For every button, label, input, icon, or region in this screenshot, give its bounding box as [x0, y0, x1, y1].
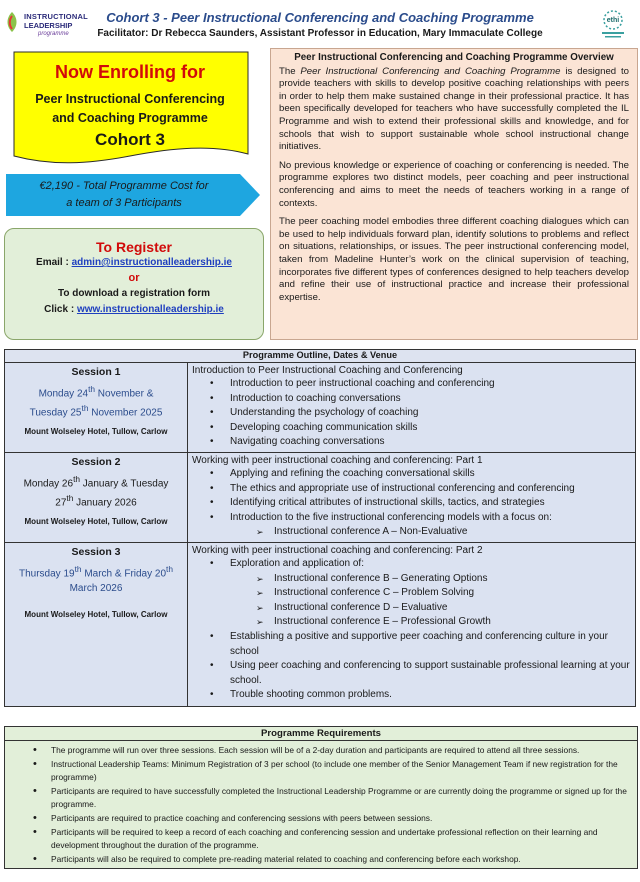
cost-line1: €2,190 - Total Programme Cost for	[39, 180, 209, 192]
enrolling-heading: Now Enrolling for	[55, 62, 205, 82]
session-venue: Mount Wolseley Hotel, Tullow, Carlow	[24, 610, 168, 620]
programme-requirements	[4, 726, 638, 869]
list-item: • Navigating coaching conversations	[230, 435, 631, 450]
session-dates: Monday 26th January & Tuesday 27th January 2026	[23, 474, 169, 509]
session-dates: Thursday 19th March & Friday 20th March 2026	[19, 564, 173, 595]
overview-paragraph-3: The peer coaching model embodies three different coaching dialogues which can be used to help individuals forward plan, identify solutions to problems and reflect on situations, relationships, or issues. The peer instructional conferencing model, taken from Madeline Hunter’s work on the clinical supervision of teaching, incorporates five different types of conferences designed to help teachers develop and refine their use of instructional practice and increase their professional expertise.	[279, 216, 629, 303]
list-item: • Developing coaching communication skills	[230, 421, 631, 436]
overview-paragraph-2: No previous knowledge or experience of coaching or conferencing is needed. The programme explores two distinct models, peer coaching and peer instructional conferencing and aims to meet the needs of teachers working in a range of contexts.	[279, 159, 629, 209]
list-item: • Exploration and application of:	[230, 557, 631, 572]
register-email-row	[5, 255, 263, 271]
session-title: Session 2	[71, 456, 121, 468]
list-item: • Using peer coaching and conferencing to support sustainable professional learning at your school.	[230, 659, 631, 688]
email-label: Email :	[36, 257, 72, 268]
cost-banner	[6, 174, 262, 216]
list-item: • Applying and refining the coaching conversational skills	[230, 467, 631, 482]
logo-text-line3: programme	[38, 31, 69, 37]
list-item: • Participants will be required to keep a record of each coaching and conferencing session and undertake professional reflection on their learning and development throughout the duration of the programme.	[51, 826, 637, 851]
session-topics	[192, 557, 631, 703]
or-text: or	[128, 272, 140, 284]
download-text: To download a registration form	[57, 288, 211, 299]
session-row	[5, 543, 636, 707]
requirements-heading: Programme Requirements	[5, 727, 637, 741]
enrolling-programme-line2: and Coaching Programme	[52, 111, 208, 125]
list-item: • Understanding the psychology of coaching	[230, 406, 631, 421]
list-item: • Participants are required to have successfully completed the Instructional Leadership Programme or are currently doing the programme or signed up for the programme.	[51, 785, 637, 810]
session-row	[5, 363, 636, 453]
programme-overview	[270, 48, 638, 340]
list-item: • Participants will also be required to complete pre-reading material related to coaching and conferencing before each workshop.	[51, 853, 637, 865]
list-item: • Introduction to coaching conversations	[230, 392, 631, 407]
session-dates: Monday 24th November & Tuesday 25th November 2025	[29, 384, 163, 419]
cost-line2: a team of 3 Participants	[66, 197, 182, 209]
list-item: • The programme will run over three sessions. Each session will be of a 2-day duration and participants are required to attend all three sessions.	[51, 744, 637, 756]
session-content	[188, 363, 636, 453]
list-item: • Trouble shooting common problems.	[230, 688, 631, 703]
email-link[interactable]: admin@instructionalleadership.ie	[71, 257, 232, 268]
logo-text-line1: INSTRUCTIONAL	[24, 12, 88, 21]
session-content	[188, 453, 636, 543]
list-item: • The ethics and appropriate use of instructional conferencing and conferencing	[230, 482, 631, 497]
website-link[interactable]: www.instructionalleadership.ie	[76, 304, 224, 315]
session-topics	[192, 467, 631, 540]
overview-paragraph-1	[279, 66, 629, 154]
page-title: Cohort 3 - Peer Instructional Conferencing and Coaching Programme	[106, 10, 534, 25]
list-item: • Introduction to the five instructional conferencing models with a focus on:	[230, 511, 631, 526]
enrolling-programme	[12, 90, 248, 128]
list-item: • Identifying critical attributes of instructional skills, tactics, and strategies	[230, 496, 631, 511]
session-venue: Mount Wolseley Hotel, Tullow, Carlow	[24, 426, 168, 436]
session-title: Session 1	[71, 366, 121, 378]
enrolling-programme-line1: Peer Instructional Conferencing	[35, 92, 225, 106]
sub-list-item: ➢ Instructional conference B – Generating Options	[274, 572, 631, 587]
click-label: Click :	[44, 304, 77, 315]
requirements-list	[5, 744, 637, 866]
programme-outline-table	[4, 349, 636, 707]
session-row	[5, 453, 636, 543]
session-info	[5, 543, 188, 707]
overview-heading: Peer Instructional Conferencing and Coaching Programme Overview	[294, 52, 614, 63]
session-heading: Introduction to Peer Instructional Coaching and Conferencing	[192, 365, 463, 376]
enrolling-banner	[12, 50, 260, 166]
outline-heading: Programme Outline, Dates & Venue	[5, 350, 636, 363]
enrolling-cohort: Cohort 3	[95, 130, 165, 149]
session-topics	[192, 377, 631, 450]
facilitator-line: Facilitator: Dr Rebecca Saunders, Assistant Professor in Education, Mary Immaculate College	[97, 28, 543, 39]
cost-text	[14, 178, 234, 212]
svg-text:ethi: ethi	[606, 17, 620, 24]
overview-p1-pre: The	[279, 65, 301, 77]
overview-p1-post: is designed to provide teachers with skills to develop positive coaching relationships with peers in order to help them make sustained change in their professional practice. It has been specifically developed for teachers who have successfully completed the IL Programme and wish to extend their professional skills and knowledge, and for schools that wish to support sustainable whole school instructional change initiatives.	[279, 65, 629, 153]
list-item: • Instructional Leadership Teams: Minimum Registration of 3 per school (to include one member of the Senior Management Team if new registration for the programme)	[51, 758, 637, 783]
sub-list-item: ➢ Instructional conference A – Non-Evaluative	[274, 525, 631, 540]
logo-text-line2: LEADERSHIP	[24, 21, 73, 30]
session-info	[5, 453, 188, 543]
register-heading: To Register	[96, 239, 172, 255]
session-venue: Mount Wolseley Hotel, Tullow, Carlow	[24, 516, 168, 526]
overview-p1-italic: Peer Instructional Conferencing and Coaching Programme	[300, 65, 561, 77]
sub-list-item: ➢ Instructional conference C – Problem Solving	[274, 586, 631, 601]
session-title: Session 3	[71, 546, 121, 558]
list-item: • Introduction to peer instructional coaching and conferencing	[230, 377, 631, 392]
sub-list-item: ➢ Instructional conference E – Professional Growth	[274, 615, 631, 630]
session-heading: Working with peer instructional coaching and conferencing: Part 2	[192, 545, 483, 556]
list-item: • Participants are required to practice coaching and conferencing sessions with peers between sessions.	[51, 812, 637, 824]
session-content	[188, 543, 636, 707]
list-item: • Establishing a positive and supportive peer coaching and conferencing culture in your school	[230, 630, 631, 659]
session-heading: Working with peer instructional coaching and conferencing: Part 1	[192, 455, 483, 466]
register-url-row	[5, 302, 263, 318]
session-info	[5, 363, 188, 453]
register-box	[4, 228, 264, 340]
sub-list-item: ➢ Instructional conference D – Evaluative	[274, 601, 631, 616]
